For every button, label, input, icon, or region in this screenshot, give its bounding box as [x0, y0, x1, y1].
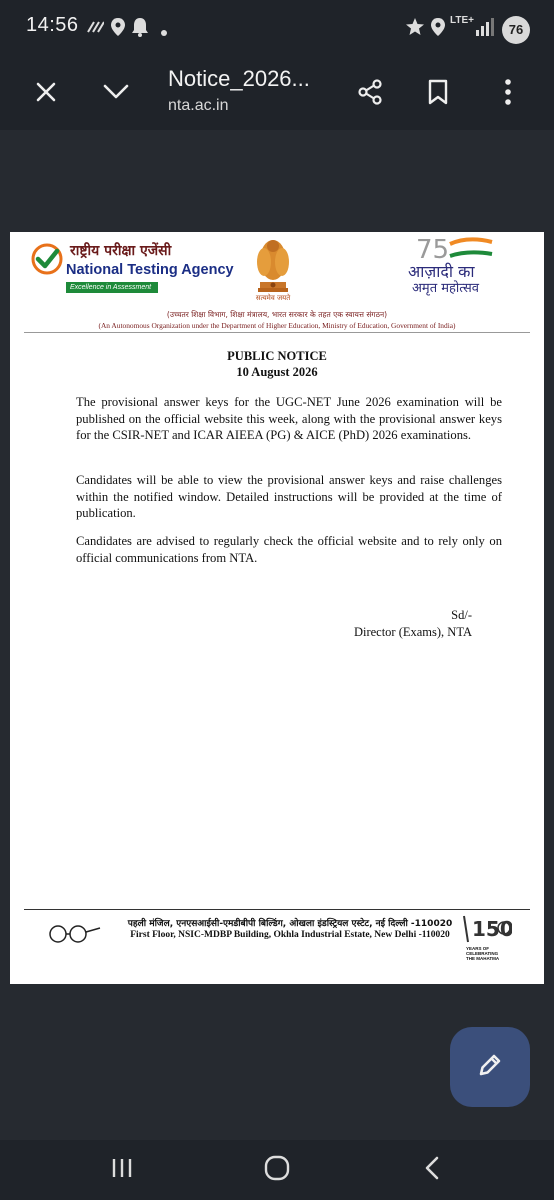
back-button[interactable] [412, 1150, 452, 1190]
signature-sd: Sd/- [451, 608, 472, 622]
document-page[interactable] [10, 232, 544, 984]
close-icon [34, 80, 58, 109]
edit-fab-button[interactable] [450, 1027, 530, 1107]
azadi-ka-amrit-mahotsav-logo [408, 234, 508, 294]
recents-icon [110, 1156, 134, 1185]
footer-divider [24, 909, 530, 910]
more-options-button[interactable] [486, 72, 530, 116]
subtitle-english: (An Autonomous Organization under the Department of Higher Education, Ministry of Education, Government of India) [98, 321, 456, 330]
voicemail-icon [86, 16, 104, 43]
network-type: LTE+ [450, 15, 474, 26]
nta-tagline: Excellence in Assessment [66, 282, 158, 293]
bookmark-icon [427, 79, 449, 110]
home-icon [263, 1154, 291, 1187]
notice-paragraph-3: Candidates are advised to regularly check the official website and to rely only on official communications from NTA. [76, 534, 502, 565]
header-divider [24, 332, 530, 333]
more-vert-icon [504, 78, 512, 111]
chevron-down-icon [102, 83, 130, 106]
nta-hindi-name: राष्ट्रीय परीक्षा एजेंसी [70, 243, 172, 259]
app-toolbar [0, 60, 554, 130]
notice-paragraph-2: Candidates will be able to view the provisional answer keys and raise challenges within the notified window. Detailed instructions will be provided at the time of publication. [76, 473, 502, 521]
bell-icon [130, 16, 150, 43]
nta-logo [26, 240, 236, 290]
amrit-mahotsav-text: अमृत महोत्सव [412, 281, 480, 296]
dot-icon [160, 24, 168, 42]
signatory: Director (Exams), NTA [353, 625, 472, 639]
document-url: nta.ac.in [168, 97, 229, 114]
footer-address-hindi: पहली मंजिल, एनएसआईसी-एमडीबीपी बिल्डिंग, ओखला इंडस्ट्रियल एस्टेट, नई दिल्ली -110020 [127, 919, 453, 929]
location-icon [430, 16, 446, 43]
star-icon [405, 16, 425, 43]
emblem-motto: सत्यमेव जयते [255, 294, 291, 302]
nta-check-icon [30, 242, 64, 281]
notice-heading [10, 348, 544, 380]
system-navigation-bar [0, 1140, 554, 1200]
back-icon [422, 1155, 442, 1186]
footer-address-english: First Floor, NSIC-MDBP Building, Okhla Industrial Estate, New Delhi -110020 [130, 930, 450, 940]
svg-text:150: 150 [472, 917, 512, 941]
notice-title: PUBLIC NOTICE [227, 349, 327, 363]
svg-text:75: 75 [416, 235, 450, 264]
recents-button[interactable] [102, 1150, 142, 1190]
status-time: 14:56 [26, 14, 79, 36]
nta-english-name: National Testing Agency [66, 262, 234, 278]
pencil-icon [475, 1050, 505, 1085]
close-button[interactable] [24, 72, 68, 116]
gandhi-150-caption: YEARS OF CELEBRATING THE MAHATMA [466, 946, 500, 961]
battery-indicator: 76 [502, 16, 530, 44]
subtitle-hindi: (उच्चतर शिक्षा विभाग, शिक्षा मंत्रालय, भारत सरकार के तहत एक स्वायत्त संगठन) [166, 310, 388, 319]
bookmark-button[interactable] [416, 72, 460, 116]
spectacles-logo-icon [46, 922, 102, 946]
notice-paragraph-1: The provisional answer keys for the UGC-NET June 2026 examination will be published on the official website this week, along with the provisional answer keys for the CSIR-NET and ICAR AIEEA (PG) & AICE (PhD) 2026 examinations. [76, 395, 502, 443]
share-icon [356, 78, 384, 111]
notice-date: 10 August 2026 [236, 365, 318, 379]
azadi-text: आज़ादी का [408, 262, 475, 281]
location-icon [110, 16, 126, 43]
home-button[interactable] [257, 1150, 297, 1190]
signal-icon [474, 16, 494, 43]
collapse-button[interactable] [94, 72, 138, 116]
document-title: Notice_2026... [168, 66, 310, 91]
status-bar [0, 0, 554, 60]
share-button[interactable] [348, 72, 392, 116]
